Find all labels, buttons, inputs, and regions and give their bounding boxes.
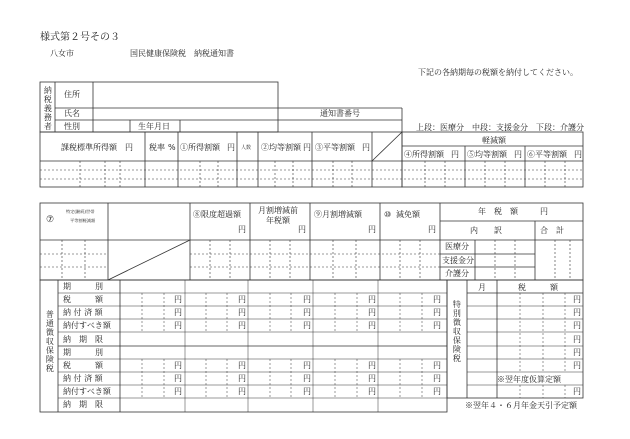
breakdown-label: 内 訳 xyxy=(470,226,502,235)
special-yen-unit: 円 xyxy=(573,387,581,396)
schedule-yen-unit: 円 xyxy=(238,387,246,396)
city-name: 八女市 xyxy=(50,49,74,58)
schedule-yen-unit: 円 xyxy=(368,308,376,317)
schedule-row-label: 納 期 限 xyxy=(63,335,103,344)
tax-rate-label: 税率 xyxy=(149,143,165,152)
schedule-row-label: 納 付 済 額 xyxy=(63,308,103,317)
schedule-yen-unit: 円 xyxy=(238,295,246,304)
reduced-equal-unit: 円 xyxy=(514,150,522,159)
reduced-equal-label: ⑤均等割額 xyxy=(467,150,507,159)
schedule-yen-unit: 円 xyxy=(174,361,182,370)
form-number: 様式第２号その３ xyxy=(40,32,120,43)
reduced-income-label: ④所得割額 xyxy=(404,150,444,159)
flat-share-label: ③平等割額 xyxy=(315,143,355,152)
schedule-yen-unit: 円 xyxy=(174,295,182,304)
schedule-row-label: 期 別 xyxy=(63,282,103,291)
schedule-yen-unit: 円 xyxy=(303,295,311,304)
reduction-label: 軽減額 xyxy=(482,136,506,145)
income-share-label: ①所得割額 xyxy=(180,143,220,152)
schedule-yen-unit: 円 xyxy=(174,308,182,317)
special-yen-unit: 円 xyxy=(573,335,581,344)
schedule-row-label: 納付すべき額 xyxy=(63,321,111,330)
special-household-line2: 平等割軽減額 xyxy=(70,218,96,223)
annual-tax-unit: 円 xyxy=(540,207,548,216)
taxpayer-box xyxy=(40,82,402,132)
exemption-unit: 円 xyxy=(428,225,436,234)
schedule-yen-unit: 円 xyxy=(368,374,376,383)
schedule-yen-unit: 円 xyxy=(433,387,441,396)
breakdown-care: 介護分 xyxy=(445,269,469,278)
special-yen-unit: 円 xyxy=(573,308,581,317)
birthdate-label: 生年月日 xyxy=(138,122,170,131)
schedule-yen-unit: 円 xyxy=(433,374,441,383)
breakdown-medical: 医療分 xyxy=(445,242,469,251)
schedule-yen-unit: 円 xyxy=(238,321,246,330)
address-label: 住所 xyxy=(64,90,80,99)
special-household-line1: 特定(継続)世帯 xyxy=(66,209,95,214)
provisional-note: ※翌年度仮算定額 xyxy=(497,375,561,384)
breakdown-support: 支援金分 xyxy=(442,256,474,265)
special-yen-unit: 円 xyxy=(573,321,581,330)
monthly-before-line2: 年税額 xyxy=(266,216,290,225)
schedule-yen-unit: 円 xyxy=(433,361,441,370)
gender-label: 性別 xyxy=(64,122,80,131)
percent-sign: % xyxy=(168,143,176,152)
schedule-yen-unit: 円 xyxy=(174,321,182,330)
schedule-yen-unit: 円 xyxy=(238,308,246,317)
taxable-income-label: 課税標準所得額 xyxy=(61,143,117,152)
flat-share-unit: 円 xyxy=(362,143,370,152)
monthly-before-line1: 月割増減前 xyxy=(258,206,298,215)
reduced-income-unit: 円 xyxy=(451,150,459,159)
schedule-yen-unit: 円 xyxy=(433,295,441,304)
notice-number-label: 通知書番号 xyxy=(320,109,360,118)
schedule-yen-unit: 円 xyxy=(238,361,246,370)
special-household-number: ⑦ xyxy=(46,215,55,225)
reduced-flat-unit: 円 xyxy=(574,150,582,159)
schedule-yen-unit: 円 xyxy=(238,374,246,383)
schedule-yen-unit: 円 xyxy=(174,387,182,396)
equal-share-label: ②均等割額 xyxy=(261,143,301,152)
exemption-label: 減免額 xyxy=(396,210,420,219)
special-collection-side-label: 特別徴収保険税 xyxy=(452,300,462,363)
taxable-income-unit: 円 xyxy=(125,143,133,152)
income-share-unit: 円 xyxy=(227,143,235,152)
schedule-yen-unit: 円 xyxy=(368,295,376,304)
taxpayer-side-label: 納税義務者 xyxy=(43,86,53,131)
name-label: 氏名 xyxy=(64,109,80,118)
schedule-yen-unit: 円 xyxy=(303,308,311,317)
persons-label: 人数 xyxy=(241,145,252,151)
footer-note: ※翌年４・６月年金天引予定額 xyxy=(465,401,577,410)
legend-text: 上段：医療分 中段：支援金分 下段：介護分 xyxy=(416,123,584,132)
schedule-yen-unit: 円 xyxy=(368,387,376,396)
schedule-row-label: 税 額 xyxy=(63,361,103,370)
limit-excess-label: ⑧限度超過額 xyxy=(193,210,241,219)
schedule-yen-unit: 円 xyxy=(433,321,441,330)
annual-tax-label: 年 税 額 xyxy=(478,207,518,216)
payment-notice: 下記の各納期毎の税額を納付してください。 xyxy=(418,68,578,77)
total-label: 合 計 xyxy=(540,226,564,235)
document-title: 国民健康保険税 納税通知書 xyxy=(130,49,234,58)
schedule-yen-unit: 円 xyxy=(303,361,311,370)
monthly-adjust-unit: 円 xyxy=(368,225,376,234)
schedule-row-label: 納 付 済 額 xyxy=(63,374,103,383)
exemption-number: ⑩ xyxy=(384,210,392,219)
monthly-adjust-label: ⑨月割増減額 xyxy=(314,210,362,219)
schedule-row-label: 納 期 限 xyxy=(63,400,103,409)
limit-excess-unit: 円 xyxy=(238,225,246,234)
schedule-yen-unit: 円 xyxy=(368,361,376,370)
equal-share-unit: 円 xyxy=(303,143,311,152)
special-yen-unit: 円 xyxy=(573,361,581,370)
special-yen-unit: 円 xyxy=(573,348,581,357)
schedule-row-label: 税 額 xyxy=(63,295,103,304)
special-month-header: 月 xyxy=(478,283,486,292)
schedule-row-label: 納付すべき額 xyxy=(63,387,111,396)
schedule-row-label: 期 別 xyxy=(63,348,103,357)
reduced-flat-label: ⑥平等割額 xyxy=(527,150,567,159)
regular-collection-side-label: 普通徴収保険税 xyxy=(45,310,55,373)
schedule-yen-unit: 円 xyxy=(303,374,311,383)
schedule-yen-unit: 円 xyxy=(303,321,311,330)
monthly-before-unit: 円 xyxy=(298,225,306,234)
schedule-yen-unit: 円 xyxy=(433,308,441,317)
special-yen-unit: 円 xyxy=(573,295,581,304)
schedule-yen-unit: 円 xyxy=(174,374,182,383)
schedule-yen-unit: 円 xyxy=(368,321,376,330)
schedule-yen-unit: 円 xyxy=(303,387,311,396)
special-amount-header: 税 額 xyxy=(518,283,558,292)
